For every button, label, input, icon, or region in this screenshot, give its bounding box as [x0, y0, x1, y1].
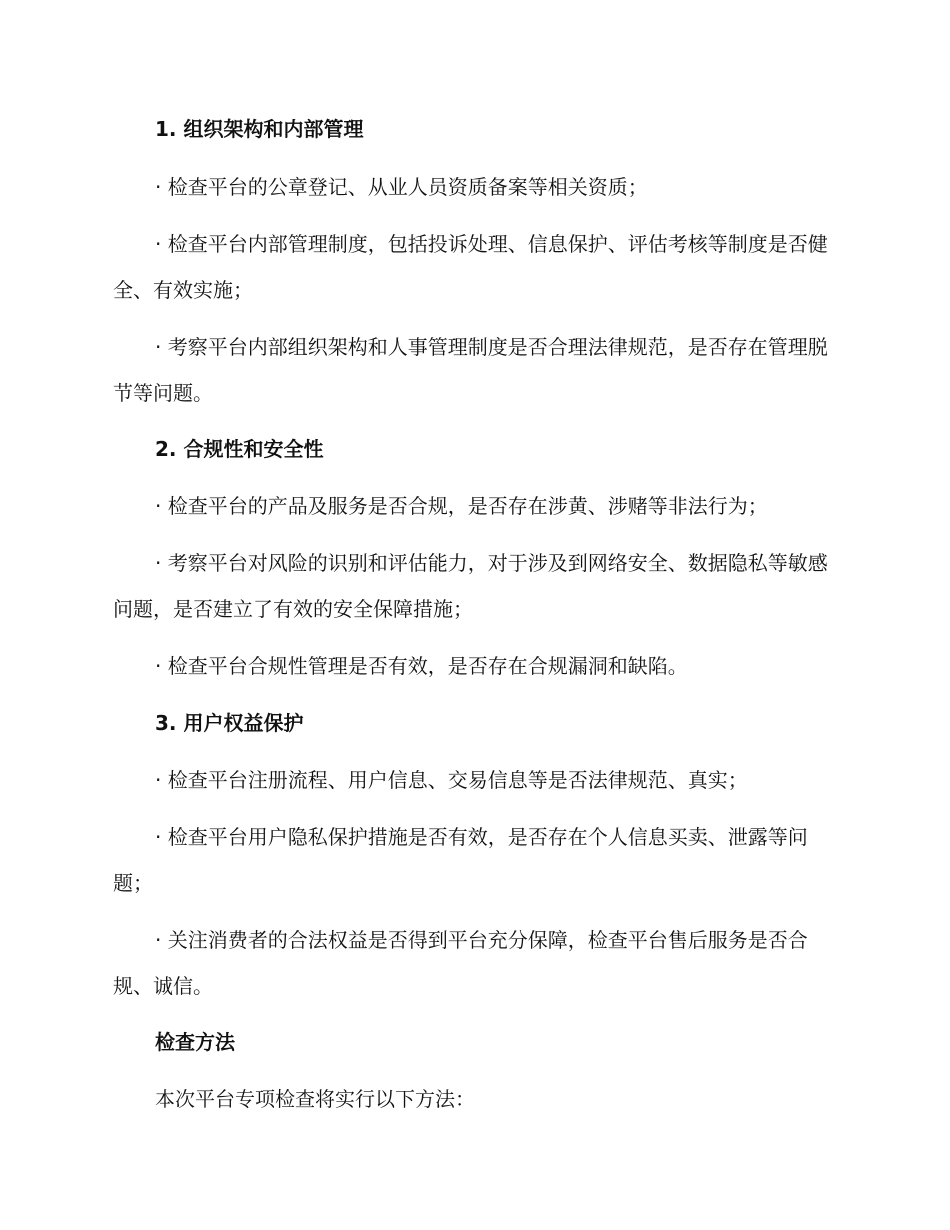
section-heading-1: 1. 组织架构和内部管理	[155, 117, 364, 141]
section-heading-3: 3. 用户权益保护	[155, 711, 304, 735]
paragraph: 本次平台专项检查将实行以下方法：	[155, 1087, 475, 1111]
bullet-item: · 考察平台内部组织架构和人事管理制度是否合理法律规范，是否存在管理脱节等问题。	[113, 335, 828, 405]
bullet-item: · 检查平台内部管理制度，包括投诉处理、信息保护、评估考核等制度是否健全、有效实施；	[113, 232, 828, 302]
bullet-item: · 检查平台的公章登记、从业人员资质备案等相关资质；	[155, 175, 648, 199]
section-heading-2: 2. 合规性和安全性	[155, 437, 324, 461]
bullet-item: · 检查平台注册流程、用户信息、交易信息等是否法律规范、真实；	[155, 768, 748, 792]
bullet-item: · 检查平台的产品及服务是否合规，是否存在涉黄、涉赌等非法行为；	[155, 494, 768, 518]
bullet-item: · 检查平台合规性管理是否有效，是否存在合规漏洞和缺陷。	[155, 654, 688, 678]
section-heading-methods: 检查方法	[155, 1030, 235, 1054]
bullet-item: · 关注消费者的合法权益是否得到平台充分保障，检查平台售后服务是否合规、诚信。	[113, 928, 808, 998]
bullet-item: · 考察平台对风险的识别和评估能力，对于涉及到网络安全、数据隐私等敏感问题，是否建立了有效的安全保障措施；	[113, 551, 828, 621]
bullet-item: · 检查平台用户隐私保护措施是否有效，是否存在个人信息买卖、泄露等问题；	[113, 825, 808, 895]
